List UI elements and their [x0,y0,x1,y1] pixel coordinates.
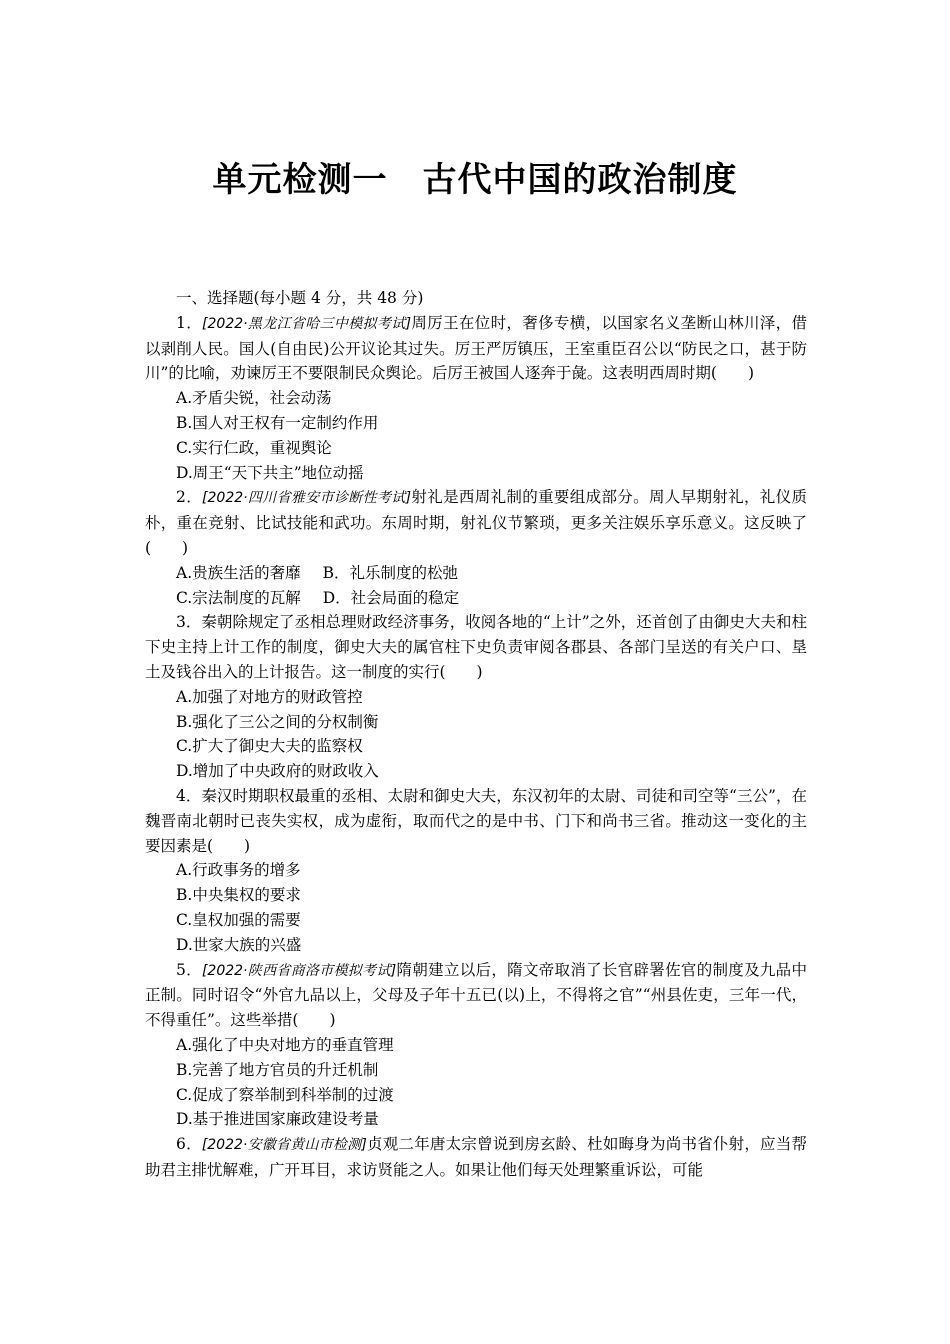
document-body [145,286,807,1183]
question-3 [145,610,807,684]
question-stem: 秦汉时期职权最重的丞相、太尉和御史大夫，东汉初年的太尉、司徒和司空等“三公”，在魏晋南北朝时已丧失实权，成为虚衔，取而代之的是中书、门下和尚书三省。推动这一变化的主要因素是( ) [145,786,807,855]
option-a: A.加强了对地方的财政管控 [176,687,363,706]
option-row [145,561,807,586]
question-number: 5． [176,960,202,979]
question-number: 1． [176,313,203,332]
question-stem: 射礼是西周礼制的重要组成部分。周人早期射礼，礼仪质朴，重在竞射、比试技能和武功。东周时期，射礼仪节繁琐，更多关注娱乐享乐意义。这反映了( ) [145,488,807,557]
page-title: 单元检测一 古代中国的政治制度 [212,160,738,200]
question-source: [2022·黑龙江省哈三中模拟考试] [202,315,412,332]
option-c: C.皇权加强的需要 [176,910,301,929]
question-6 [145,1132,807,1183]
option-b: B.中央集权的要求 [176,886,301,905]
question-1 [145,311,807,386]
option-c: C.扩大了御史大夫的监察权 [176,737,363,756]
option-a: A.行政事务的增多 [176,861,301,880]
option-a: A.贵族生活的奢靡 [176,563,301,582]
option-d: D.世家大族的兴盛 [176,935,302,954]
section-heading: 一、选择题(每小题 4 分，共 48 分) [176,289,424,307]
option-d: D.基于推进国家廉政建设考量 [176,1110,379,1129]
question-stem: 隋朝建立以后，隋文帝取消了长官辟署佐官的制度及九品中正制。同时诏令“外官九品以上，父母及子年十五已(以)上，不得将之官”“州县佐吏，三年一代，不得重任”。这些举措( ) [145,960,807,1030]
question-number: 6． [176,1135,202,1154]
question-number: 3． [176,613,202,632]
option-b: B.国人对王权有一定制约作用 [176,413,379,432]
option-d: D.周王“天下共主”地位动摇 [176,463,364,482]
question-4 [145,784,807,858]
option-b: B.强化了三公之间的分权制衡 [176,712,379,731]
option-b: B.完善了地方官员的升迁机制 [176,1060,379,1079]
question-stem: 贞观二年唐太宗曾说到房玄龄、杜如晦身为尚书省仆射，应当帮助君主排忧解难，广开耳目，求访贤能之人。如果让他们每天处理繁重诉讼，可能 [145,1135,807,1179]
question-stem: 周厉王在位时，奢侈专横，以国家名义垄断山林川泽，借以剥削人民。国人(自由民)公开议论其过失。厉王严厉镇压，王室重臣召公以“防民之口，甚于防川”的比喻，劝谏厉王不要限制民众舆论。后厉王被国人逐奔于彘。这表明西周时期( ) [145,313,807,383]
question-stem: 秦朝除规定了丞相总理财政经济事务，收阅各地的“上计”之外，还首创了由御史大夫和柱下史主持上计工作的制度，御史大夫的属官柱下史负责审阅各郡县、各部门呈送的有关户口、垦土及钱谷出入的上计报告。这一制度的实行( ) [145,613,807,681]
option-c: C.宗法制度的瓦解 [176,588,301,607]
question-source: [2022·四川省雅安市诊断性考试] [202,490,412,507]
question-number: 2． [176,488,203,507]
option-d: D．社会局面的稳定 [322,588,460,607]
question-5 [145,958,807,1033]
option-d: D.增加了中央政府的财政收入 [176,762,379,781]
option-row [145,586,807,611]
question-number: 4． [176,786,202,805]
option-a: A.强化了中央对地方的垂直管理 [176,1035,394,1054]
question-source: [2022·安徽省黄山市检测] [201,1137,367,1154]
option-c: C.促成了察举制到科举制的过渡 [176,1085,394,1104]
question-source: [2022·陕西省商洛市模拟考试] [201,962,397,979]
option-c: C.实行仁政，重视舆论 [176,438,332,457]
question-2 [145,485,807,560]
option-a: A.矛盾尖锐，社会动荡 [176,389,332,408]
option-b: B．礼乐制度的松弛 [322,563,459,582]
